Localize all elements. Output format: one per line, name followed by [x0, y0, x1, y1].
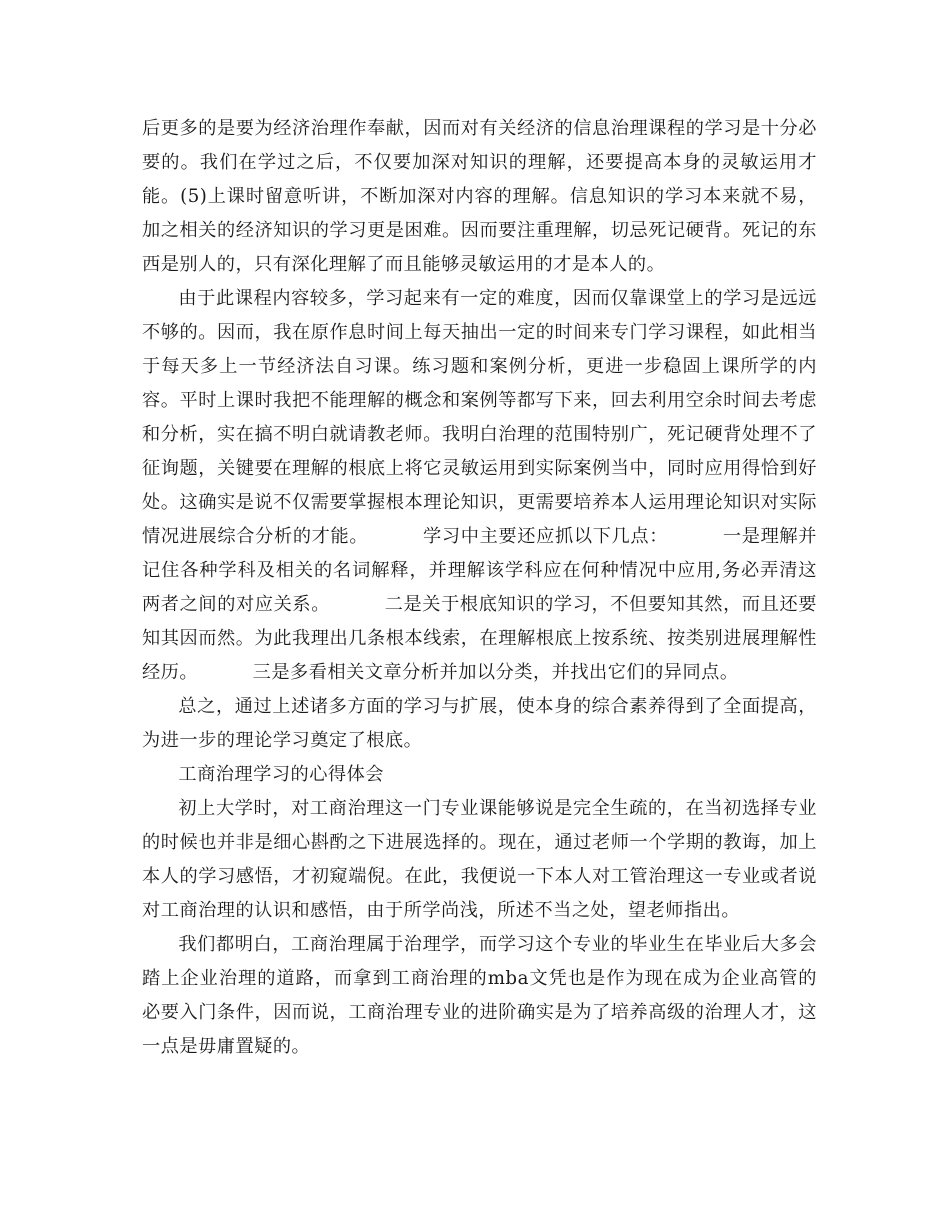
section-paragraph-intro: 初上大学时，对工商治理这一门专业课能够说是完全生疏的，在当初选择专业的时候也并非是细心斟酌之下进展选择的。现在，通过老师一个学期的教诲，加上本人的学习感悟，才初窥端倪。在此，我便说一下本人对工管治理这一专业或者说对工商治理的认识和感悟，由于所学尚浅，所述不当之处，望老师指出。 — [142, 798, 817, 921]
document-body — [142, 112, 817, 1064]
study-point-two: 二是关于根底知识的学习，不但要知其然，而且还要知其因而然。为此我理出几条根本线索，在理解根底上按系统、按类别进展理解性经历。 — [142, 594, 817, 683]
study-point-three: 三是多看相关文章分析并加以分类，并找出它们的异同点。 — [252, 662, 739, 683]
paragraph-continued: 后更多的是要为经济治理作奉献，因而对有关经济的信息治理课程的学习是十分必要的。我们在学过之后，不仅要加深对知识的理解，还要提高本身的灵敏运用才能。(5)上课时留意听讲，不断加深对内容的理解。信息知识的学习本来就不易，加之相关的经济知识的学习更是困难。因而要注重理解，切忌死记硬背。死记的东西是别人的，只有深化理解了而且能够灵敏运用的才是本人的。 — [142, 118, 817, 275]
paragraph-summary: 总之，通过上述诸多方面的学习与扩展，使本身的综合素养得到了全面提高，为进一步的理论学习奠定了根底。 — [142, 696, 817, 751]
section-paragraph-management: 我们都明白，工商治理属于治理学，而学习这个专业的毕业生在毕业后大多会踏上企业治理的道路，而拿到工商治理的mba文凭也是作为现在成为企业高管的必要入门条件，因而说，工商治理专业的进阶确实是为了培养高级的治理人才，这一点是毋庸置疑的。 — [142, 934, 817, 1057]
study-point-one: 一是理解并记住各种学科及相关的名词解释，并理解该学科应在何种情况中应用,务必弄清这两者之间的对应关系。 — [142, 526, 817, 615]
study-points-intro: 学习中主要还应抓以下几点： — [422, 526, 669, 547]
paragraph-study-methods — [142, 282, 817, 690]
paragraph-study-methods-main: 由于此课程内容较多，学习起来有一定的难度，因而仅靠课堂上的学习是远远不够的。因而，我在原作息时间上每天抽出一定的时间来专门学习课程，如此相当于每天多上一节经济法自习课。练习题和案例分析，更进一步稳固上课所学的内容。平时上课时我把不能理解的概念和案例等都写下来，回去利用空余时间去考虑和分析，实在搞不明白就请教老师。我明白治理的范围特别广，死记硬背处理不了征询题，关键要在理解的根底上将它灵敏运用到实际案例当中，同时应用得恰到好处。这确实是说不仅需要掌握根本理论知识，更需要培养本人运用理论知识对实际情况进展综合分析的才能。 — [142, 288, 817, 547]
section-title: 工商治理学习的心得体会 — [178, 764, 384, 785]
